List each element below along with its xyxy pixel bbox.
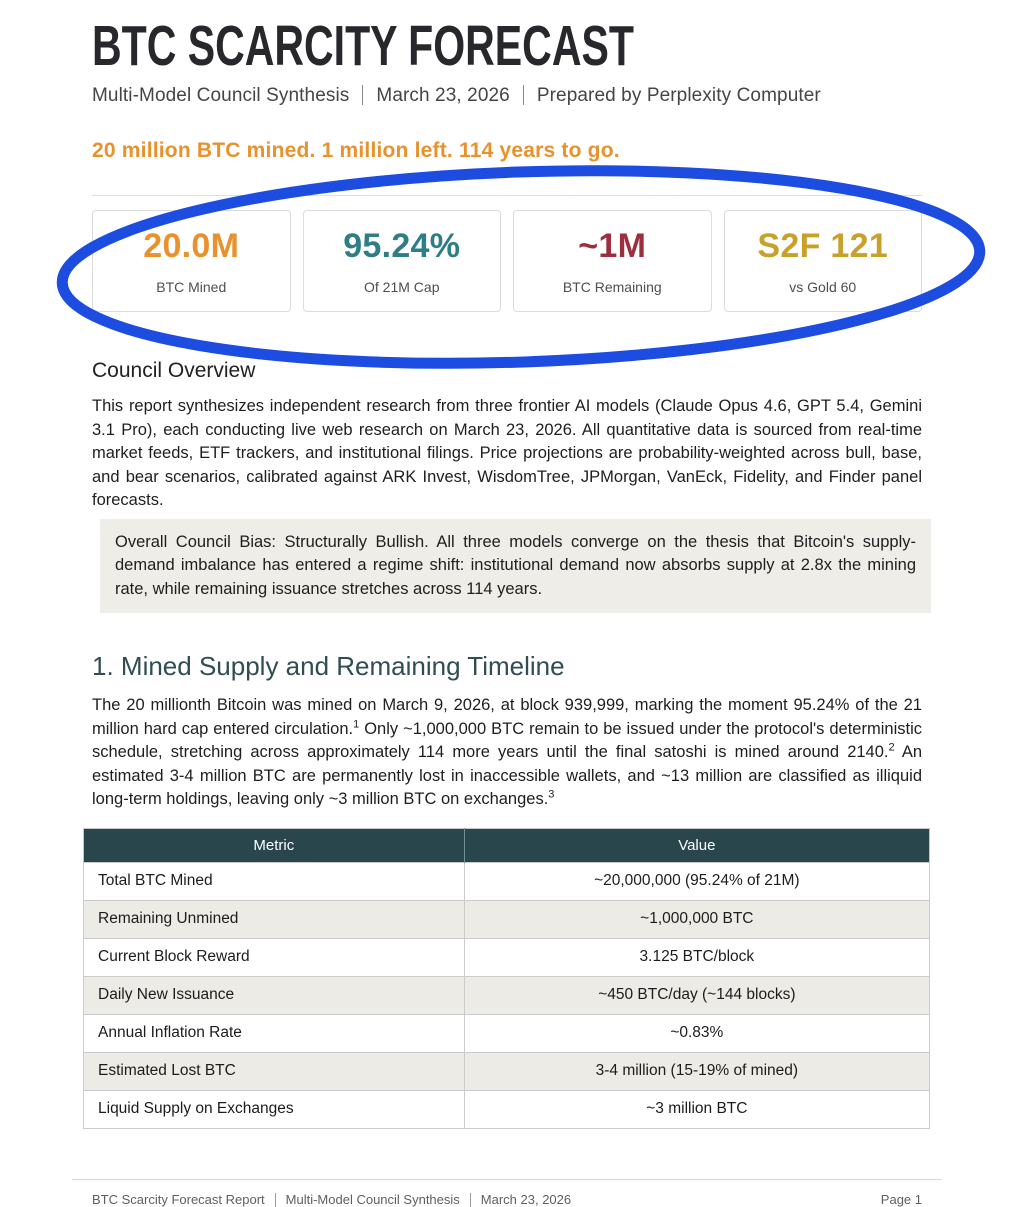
column-header: Value — [464, 828, 929, 862]
table-row — [84, 938, 930, 976]
separator-bar — [362, 85, 363, 105]
section1-heading: 1. Mined Supply and Remaining Timeline — [92, 651, 565, 681]
stat-value: 95.24% — [343, 227, 461, 265]
stat-card — [303, 210, 502, 312]
table-header-row — [84, 828, 930, 862]
table-row — [84, 1090, 930, 1128]
table-row — [84, 1052, 930, 1090]
value-cell: 3-4 million (15-19% of mined) — [464, 1052, 929, 1090]
stat-value: ~1M — [578, 227, 647, 265]
text-part: Multi-Model Council Synthesis — [285, 1191, 460, 1207]
value-cell: ~3 million BTC — [464, 1090, 929, 1128]
stat-card — [92, 210, 291, 312]
stat-label: BTC Remaining — [562, 279, 662, 295]
text-part: March 23, 2026 — [480, 1191, 572, 1207]
value-cell: 3.125 BTC/block — [464, 938, 929, 976]
metric-cell: Liquid Supply on Exchanges — [84, 1090, 465, 1128]
metric-cell: Daily New Issuance — [84, 976, 465, 1014]
table-row — [84, 900, 930, 938]
text-part: March 23, 2026 — [376, 85, 510, 106]
stat-label: vs Gold 60 — [789, 279, 857, 295]
separator-bar — [523, 85, 524, 105]
supply-metrics-table — [83, 828, 930, 1129]
overview-heading: Council Overview — [92, 359, 256, 382]
page-number: Page 1 — [880, 1191, 922, 1207]
table-row — [84, 976, 930, 1014]
footer-left — [92, 1192, 571, 1207]
text-part: Multi-Model Council Synthesis — [92, 85, 350, 106]
metric-cell: Total BTC Mined — [84, 862, 465, 900]
stat-value: 20.0M — [143, 227, 240, 265]
report-footer — [92, 1192, 922, 1207]
tagline: 20 million BTC mined. 1 million left. 114 years to go. — [92, 139, 620, 162]
stats-row — [92, 210, 922, 312]
stat-label: Of 21M Cap — [364, 279, 440, 295]
page-title: BTC SCARCITY FORECAST — [92, 14, 634, 78]
section1-paragraph: The 20 millionth Bitcoin was mined on March 9, 2026, at block 939,999, marking the moment 95.24% of the 21 million hard cap entered circulation.$^1$ Only ~1,000,000 BTC remain to be issued under the protocol's deterministic schedule, stretching across approximately 114 more years until the final satoshi is mined around 2140.$^2$ An estimated 3-4 million BTC are permanently lost in inaccessible wallets, and ~13 million are classified as illiquid long-term holdings, leaving only ~3 million BTC on exchanges.$^3$ — [92, 696, 923, 808]
value-cell: ~450 BTC/day (~144 blocks) — [464, 976, 929, 1014]
footnote-ref: 3 — [548, 788, 555, 801]
column-header: Metric — [84, 828, 465, 862]
metric-cell: Remaining Unmined — [84, 900, 465, 938]
stat-card — [513, 210, 712, 312]
footnote-ref: 2 — [888, 741, 895, 754]
text-part: BTC Scarcity Forecast Report — [92, 1191, 265, 1207]
report-header — [92, 14, 922, 163]
stat-value: S2F 121 — [757, 227, 889, 265]
stat-label: BTC Mined — [156, 279, 227, 295]
metric-cell: Annual Inflation Rate — [84, 1014, 465, 1052]
metric-cell: Estimated Lost BTC — [84, 1052, 465, 1090]
metric-cell: Current Block Reward — [84, 938, 465, 976]
table-row — [84, 862, 930, 900]
footer-divider — [72, 1179, 942, 1180]
overview-paragraph: This report synthesizes independent research from three frontier AI models (Claude Opus 4.6, GPT 5.4, Gemini 3.1 Pro), each conducting live web research on March 23, 2026. All quantitative data is sourced from real-time market feeds, ETF trackers, and institutional filings. Price projections are probability-weighted across bull, base, and bear scenarios, calibrated against ARK Invest, WisdomTree, JPMorgan, VanEck, Fidelity, and Finder panel forecasts. — [92, 397, 922, 509]
subtitle — [92, 85, 922, 107]
council-bias-callout: Overall Council Bias: Structurally Bullish. All three models converge on the thesis that Bitcoin's supply-demand imbalance has entered a regime shift: institutional demand now absorbs supply at 2.8x the mining rate, while remaining issuance stretches across 114 years. — [100, 519, 931, 614]
value-cell: ~20,000,000 (95.24% of 21M) — [464, 862, 929, 900]
table-row — [84, 1014, 930, 1052]
text-part: Prepared by Perplexity Computer — [536, 85, 821, 106]
stat-card — [724, 210, 923, 312]
top-divider — [92, 195, 922, 196]
footnote-ref: 1 — [353, 718, 360, 730]
value-cell: ~1,000,000 BTC — [464, 900, 929, 938]
value-cell: ~0.83% — [464, 1014, 929, 1052]
